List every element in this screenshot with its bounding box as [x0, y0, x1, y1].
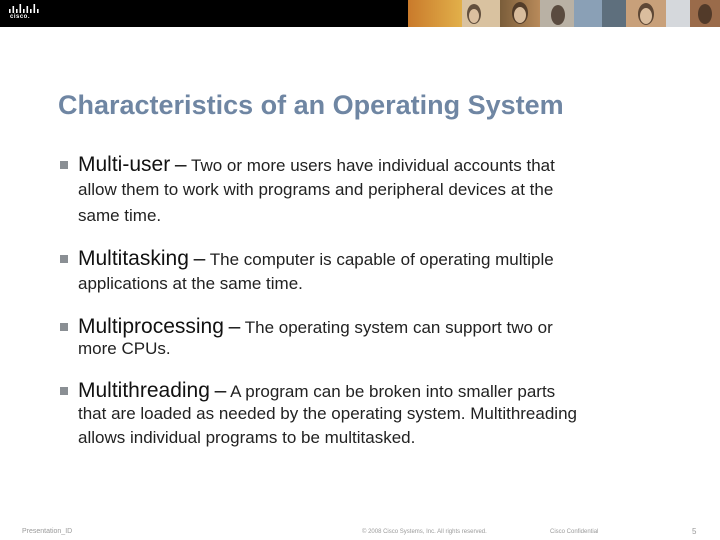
bullet-text-line: that are loaded as needed by the operating system. Multithreading: [78, 404, 577, 423]
bullet-text-line: allows individual programs to be multitasked.: [78, 428, 416, 447]
bullet-text-line: allow them to work with programs and peripheral devices at the: [78, 180, 554, 199]
square-bullet-icon: [60, 323, 68, 331]
bullet-dash: –: [214, 379, 227, 402]
bullet-term: Multithreading: [78, 379, 210, 402]
cisco-logo-wordmark: cisco.: [10, 14, 31, 20]
bullet-text: The computer is capable of operating multiple: [209, 250, 554, 269]
footer-confidential: Cisco Confidential: [550, 529, 599, 535]
square-bullet-icon: [60, 161, 68, 169]
bullet-first-line: [78, 153, 555, 177]
bullet-text: Two or more users have individual accounts that: [191, 156, 555, 175]
bullet-term: Multi-user: [78, 153, 171, 176]
footer-copyright: © 2008 Cisco Systems, Inc. All rights reserved.: [362, 529, 487, 535]
slide-title: Characteristics of an Operating System: [58, 90, 564, 120]
cisco-logo: [8, 3, 44, 23]
bullet-text: A program can be broken into smaller parts: [230, 382, 556, 401]
bullet-term: Multiprocessing: [78, 315, 224, 338]
bullet-dash: –: [228, 315, 241, 338]
bullet-term: Multitasking: [78, 247, 189, 270]
square-bullet-icon: [60, 255, 68, 263]
bullet-dash: –: [193, 247, 206, 270]
bullet-text-line: same time.: [78, 206, 162, 225]
bullet-text-line: applications at the same time.: [78, 274, 303, 293]
header-bar: [0, 0, 720, 27]
bullet-first-line: [78, 315, 553, 339]
footer-page-number: 5: [692, 527, 697, 536]
people-photo-strip: [408, 0, 720, 27]
footer-presentation-id: Presentation_ID: [22, 528, 73, 535]
bullet-first-line: [78, 247, 554, 271]
bullet-text-line: more CPUs.: [78, 339, 171, 358]
square-bullet-icon: [60, 387, 68, 395]
bullet-first-line: [78, 379, 555, 403]
bullet-dash: –: [174, 153, 187, 176]
bullet-text: The operating system can support two or: [244, 318, 553, 337]
